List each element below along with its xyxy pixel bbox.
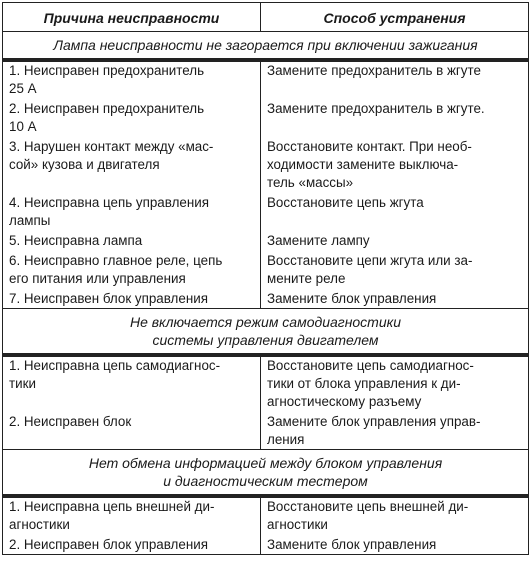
header-fix: Способ устранения <box>261 3 529 32</box>
cause-entry <box>9 62 254 98</box>
fix-entry <box>267 252 522 288</box>
fix-entry <box>267 232 522 250</box>
cause-line: 10 А <box>9 119 37 134</box>
cause-entry <box>9 536 254 554</box>
cause-line: 1. Неисправен предохранитель <box>9 63 205 78</box>
section-title-row <box>3 450 529 497</box>
cause-line: 2. Неисправен предохранитель <box>9 101 205 116</box>
table-body <box>3 32 529 555</box>
fix-entry <box>267 536 522 554</box>
fix-line: агностическому разъему <box>267 394 422 409</box>
cause-line: его питания или управления <box>9 271 186 286</box>
fix-line: Замените предохранитель в жгуте. <box>267 101 485 116</box>
fix-entry <box>267 194 522 230</box>
section-title-line: системы управления двигателем <box>152 332 379 348</box>
cause-entry <box>9 413 254 449</box>
cause-cell <box>3 60 261 309</box>
fix-line: тель «массы» <box>267 175 354 190</box>
cause-entry <box>9 290 254 308</box>
cause-line: 2. Неисправен блок управления <box>9 537 208 552</box>
cause-line <box>9 174 254 192</box>
section-entries-row <box>3 60 529 309</box>
section-title-row <box>3 309 529 356</box>
fault-table <box>2 2 529 555</box>
fix-line: ходимости замените выключа- <box>267 157 459 172</box>
cause-line: 7. Неисправен блок управления <box>9 291 208 306</box>
section-title-line: Нет обмена информацией между блоком управления <box>88 455 443 471</box>
cause-line: тики <box>9 376 36 391</box>
fix-line: Замените лампу <box>267 233 370 248</box>
fix-entry <box>267 498 522 534</box>
section-title <box>3 309 529 356</box>
fix-entry <box>267 138 522 192</box>
fix-entry <box>267 100 522 136</box>
fix-cell <box>261 496 529 555</box>
fix-entry <box>267 413 522 449</box>
cause-entry <box>9 232 254 250</box>
fix-line: Замените блок управления <box>267 537 437 552</box>
section-title <box>3 450 529 497</box>
fix-line: мените реле <box>267 271 346 286</box>
cause-entry <box>9 498 254 534</box>
cause-cell <box>3 355 261 450</box>
fix-line: Восстановите цепь самодиагнос- <box>267 358 474 373</box>
section-title-row <box>3 32 529 61</box>
section-title-line: и диагностическим тестером <box>163 473 368 489</box>
cause-line <box>9 393 254 411</box>
cause-line: 1. Неисправна цепь внешней ди- <box>9 499 215 514</box>
fix-line: тики от блока управления к ди- <box>267 376 461 391</box>
fix-line <box>267 212 522 230</box>
fix-line: Замените блок управления <box>267 291 437 306</box>
cause-entry <box>9 357 254 411</box>
cause-line: лампы <box>9 213 51 228</box>
section-entries-row <box>3 496 529 555</box>
fix-line: Восстановите цепь внешней ди- <box>267 499 469 514</box>
cause-line: 5. Неисправна лампа <box>9 233 143 248</box>
cause-line: 4. Неисправна цепь управления <box>9 195 209 210</box>
cause-entry <box>9 138 254 192</box>
fix-line <box>267 80 522 98</box>
cause-line: 3. Нарушен контакт между «мас- <box>9 139 214 154</box>
cause-line: сой» кузова и двигателя <box>9 157 160 172</box>
cause-line: 2. Неисправен блок <box>9 414 132 429</box>
section-title-line: Лампа неисправности не загорается при включении зажигания <box>53 37 478 53</box>
fix-line <box>267 118 522 136</box>
cause-line: 6. Неисправно главное реле, цепь <box>9 253 223 268</box>
fix-line: Замените блок управления управ- <box>267 414 481 429</box>
fix-line: агностики <box>267 517 328 532</box>
cause-line: 25 А <box>9 81 37 96</box>
section-title-line: Не включается режим самодиагностики <box>129 314 402 330</box>
cause-line <box>9 431 254 449</box>
fix-entry <box>267 357 522 411</box>
fix-line: Восстановите контакт. При необ- <box>267 139 472 154</box>
section-title <box>3 32 529 61</box>
fix-line: Восстановите цепь жгута <box>267 195 424 210</box>
fix-cell <box>261 60 529 309</box>
fix-line: Восстановите цепи жгута или за- <box>267 253 473 268</box>
table-header-row <box>3 3 529 32</box>
cause-entry <box>9 252 254 288</box>
header-cause: Причина неисправности <box>3 3 261 32</box>
cause-line: агностики <box>9 517 70 532</box>
section-entries-row <box>3 355 529 450</box>
cause-line: 1. Неисправна цепь самодиагнос- <box>9 358 221 373</box>
fix-entry <box>267 62 522 98</box>
fix-line: Замените предохранитель в жгуте <box>267 63 481 78</box>
fix-cell <box>261 355 529 450</box>
cause-entry <box>9 100 254 136</box>
cause-entry <box>9 194 254 230</box>
fix-entry <box>267 290 522 308</box>
fix-line: ления <box>267 432 305 447</box>
cause-cell <box>3 496 261 555</box>
